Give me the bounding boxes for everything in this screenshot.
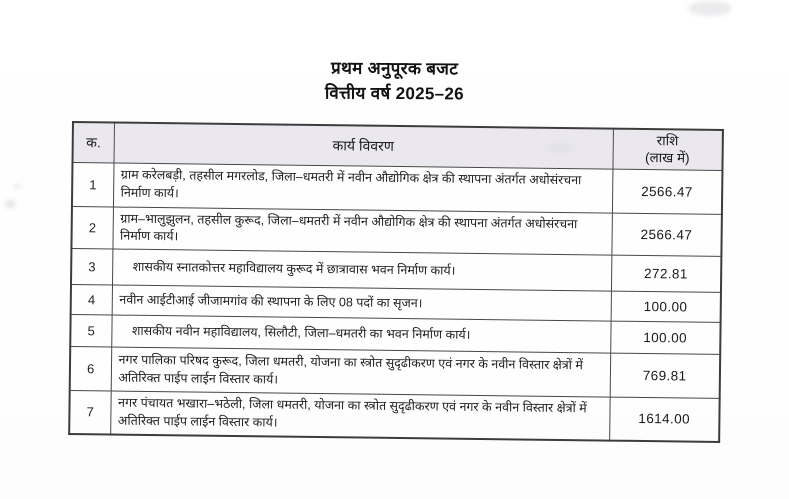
header-amount-line-2: (लाख में) — [644, 150, 690, 166]
serial-cell: 4 — [71, 285, 112, 315]
description-cell: नगर पंचायत भखारा–भठेली, जिला धमतरी, योजना का स्त्रोत सुदृढीकरण एवं नगर के नवीन विस्तार क्षेत्रों में अतिरिक्त पाईप लाईन विस्तार कार्य। — [110, 391, 609, 440]
serial-cell: 5 — [70, 314, 111, 346]
description-cell: ग्राम–भालुझुलन, तहसील कुरूद, जिला–धमतरी में नवीन औद्योगिक क्षेत्र की स्थापना अंतर्गत अधोसंरचना निर्माण कार्य। — [112, 207, 611, 256]
description-cell: शासकीय नवीन महाविद्यालय, सिलौटी, जिला–धमतरी का भवन निर्माण कार्य। — [111, 315, 610, 353]
budget-table-container — [68, 121, 722, 442]
serial-cell: 3 — [71, 249, 112, 285]
description-cell: शासकीय स्नातकोत्तर महाविद्यालय कुरूद में छात्रावास भवन निर्माण कार्य। — [112, 249, 611, 291]
header-amount-line-1: राशि — [656, 133, 679, 149]
amount-cell: 272.81 — [611, 255, 721, 292]
serial-cell: 6 — [70, 346, 112, 390]
description-cell: नगर पालिका परिषद कुरूद, जिला धमतरी, योजना का स्त्रोत सुदृढीकरण एवं नगर के नवीन विस्तार क्षेत्रों में अतिरिक्त पाईप लाईन विस्तार कार्य। — [111, 347, 611, 397]
header-amount — [612, 129, 722, 170]
serial-cell: 7 — [69, 390, 111, 433]
document-title — [0, 53, 789, 109]
table-row — [69, 390, 719, 441]
header-serial: क. — [72, 122, 113, 162]
title-line-2: वित्तीय वर्ष 2025–26 — [324, 83, 464, 104]
description-cell: नवीन आईटीआई जीजामगांव की स्थापना के लिए 08 पदों का सृजन। — [112, 285, 611, 321]
description-cell: ग्राम करेलबड़ी, तहसील मगरलोड, जिला–धमतरी में नवीन औद्योगिक क्षेत्र की स्थापना अंतर्गत अधोसंरचना निर्माण कार्य। — [113, 163, 613, 213]
amount-cell: 1614.00 — [609, 397, 720, 441]
amount-cell: 769.81 — [610, 353, 721, 398]
serial-cell: 2 — [71, 206, 113, 249]
table-row — [72, 162, 722, 214]
serial-cell: 1 — [72, 162, 114, 206]
budget-table — [68, 121, 724, 442]
table-row — [70, 346, 720, 398]
scan-smudge — [13, 184, 21, 189]
scan-smudge — [5, 200, 16, 208]
amount-cell: 2566.47 — [612, 169, 723, 214]
title-line-1: प्रथम अनुपूरक बजट — [331, 58, 459, 79]
amount-cell: 100.00 — [611, 291, 721, 322]
amount-cell: 2566.47 — [611, 213, 722, 257]
header-description: कार्य विवरण — [113, 123, 612, 169]
amount-cell: 100.00 — [610, 321, 720, 354]
scan-smudge — [688, 1, 732, 16]
